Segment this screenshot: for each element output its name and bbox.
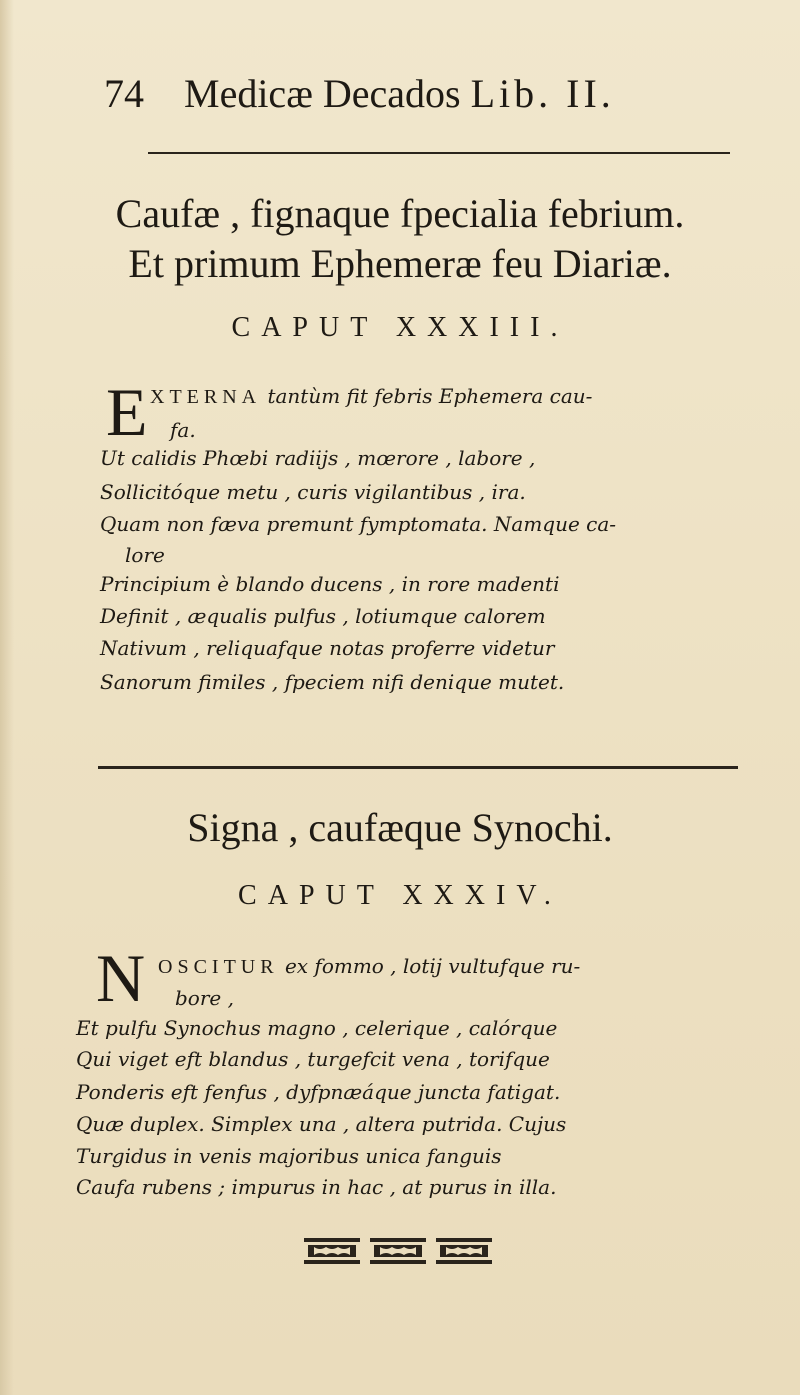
chapter-33-line-10: Sanorum fimiles , fpeciem nifi denique mutet. xyxy=(100,670,565,694)
page-number: 74 xyxy=(104,71,144,116)
chapter-34-line-7: Turgidus in venis majoribus unica fanguis xyxy=(76,1144,502,1168)
printers-ornament-icon xyxy=(300,1234,496,1268)
chapter-33-line-2: fa. xyxy=(170,418,196,442)
chapter-33-line-8: Definit , æqualis pulfus , lotiumque calorem xyxy=(100,604,546,628)
chapter-33-line-9: Nativum , reliquafque notas proferre videtur xyxy=(100,636,555,660)
header-rule xyxy=(148,152,730,154)
chapter-33-line-7: Principium è blando ducens , in rore madenti xyxy=(100,572,560,596)
chapter-33-first-word: XTERNA xyxy=(150,386,262,408)
chapter-33-title-line-2: Et primum Ephemeræ feu Diariæ. xyxy=(128,241,672,286)
chapter-34-line-8: Caufa rubens ; impurus in hac , at purus in illa. xyxy=(76,1175,557,1199)
chapter-34-line-1-text: ex fommo , lotij vultufque ru- xyxy=(284,954,581,978)
chapter-33-line-1 xyxy=(150,384,592,409)
running-head xyxy=(104,70,615,117)
chapter-34-line-4: Qui viget eft blandus , turgefcit vena , torifque xyxy=(76,1047,550,1071)
chapter-34-title: Signa , caufæque Synochi. xyxy=(187,805,613,850)
chapter-33-line-3: Ut calidis Phœbi radiijs , mœrore , labore , xyxy=(100,446,536,470)
chapter-33-line-4: Sollicitóque metu , curis vigilantibus , ira. xyxy=(100,480,526,504)
chapter-34-line-3: Et pulfu Synochus magno , celerique , calórque xyxy=(76,1016,558,1040)
chapter-34-line-2: bore , xyxy=(175,986,234,1010)
running-title: Medicæ Decados xyxy=(184,71,461,116)
chapter-34-caput: CAPUT XXXIV. xyxy=(238,880,562,911)
chapter-33-line-6: lore xyxy=(125,543,165,567)
book-number: Lib. II. xyxy=(470,71,615,116)
chapter-33-title-line-1: Caufæ , fignaque fpecialia febrium. xyxy=(115,191,685,236)
chapter-34-dropcap: N xyxy=(96,940,146,1016)
section-rule xyxy=(98,766,738,769)
chapter-34-first-word: OSCITUR xyxy=(158,956,279,978)
chapter-33-dropcap: E xyxy=(106,374,148,450)
chapter-34-line-5: Ponderis eft fenfus , dyfpnæáque juncta fatigat. xyxy=(76,1080,561,1104)
chapter-33-line-1-text: tantùm fit febris Ephemera cau- xyxy=(267,384,593,408)
chapter-33-line-5: Quam non fæva premunt fymptomata. Namque ca- xyxy=(100,512,617,536)
chapter-34-line-1 xyxy=(158,954,580,979)
chapter-34-line-6: Quæ duplex. Simplex una , altera putrida. Cujus xyxy=(76,1112,567,1136)
chapter-33-caput: CAPUT XXXIII. xyxy=(231,312,569,343)
